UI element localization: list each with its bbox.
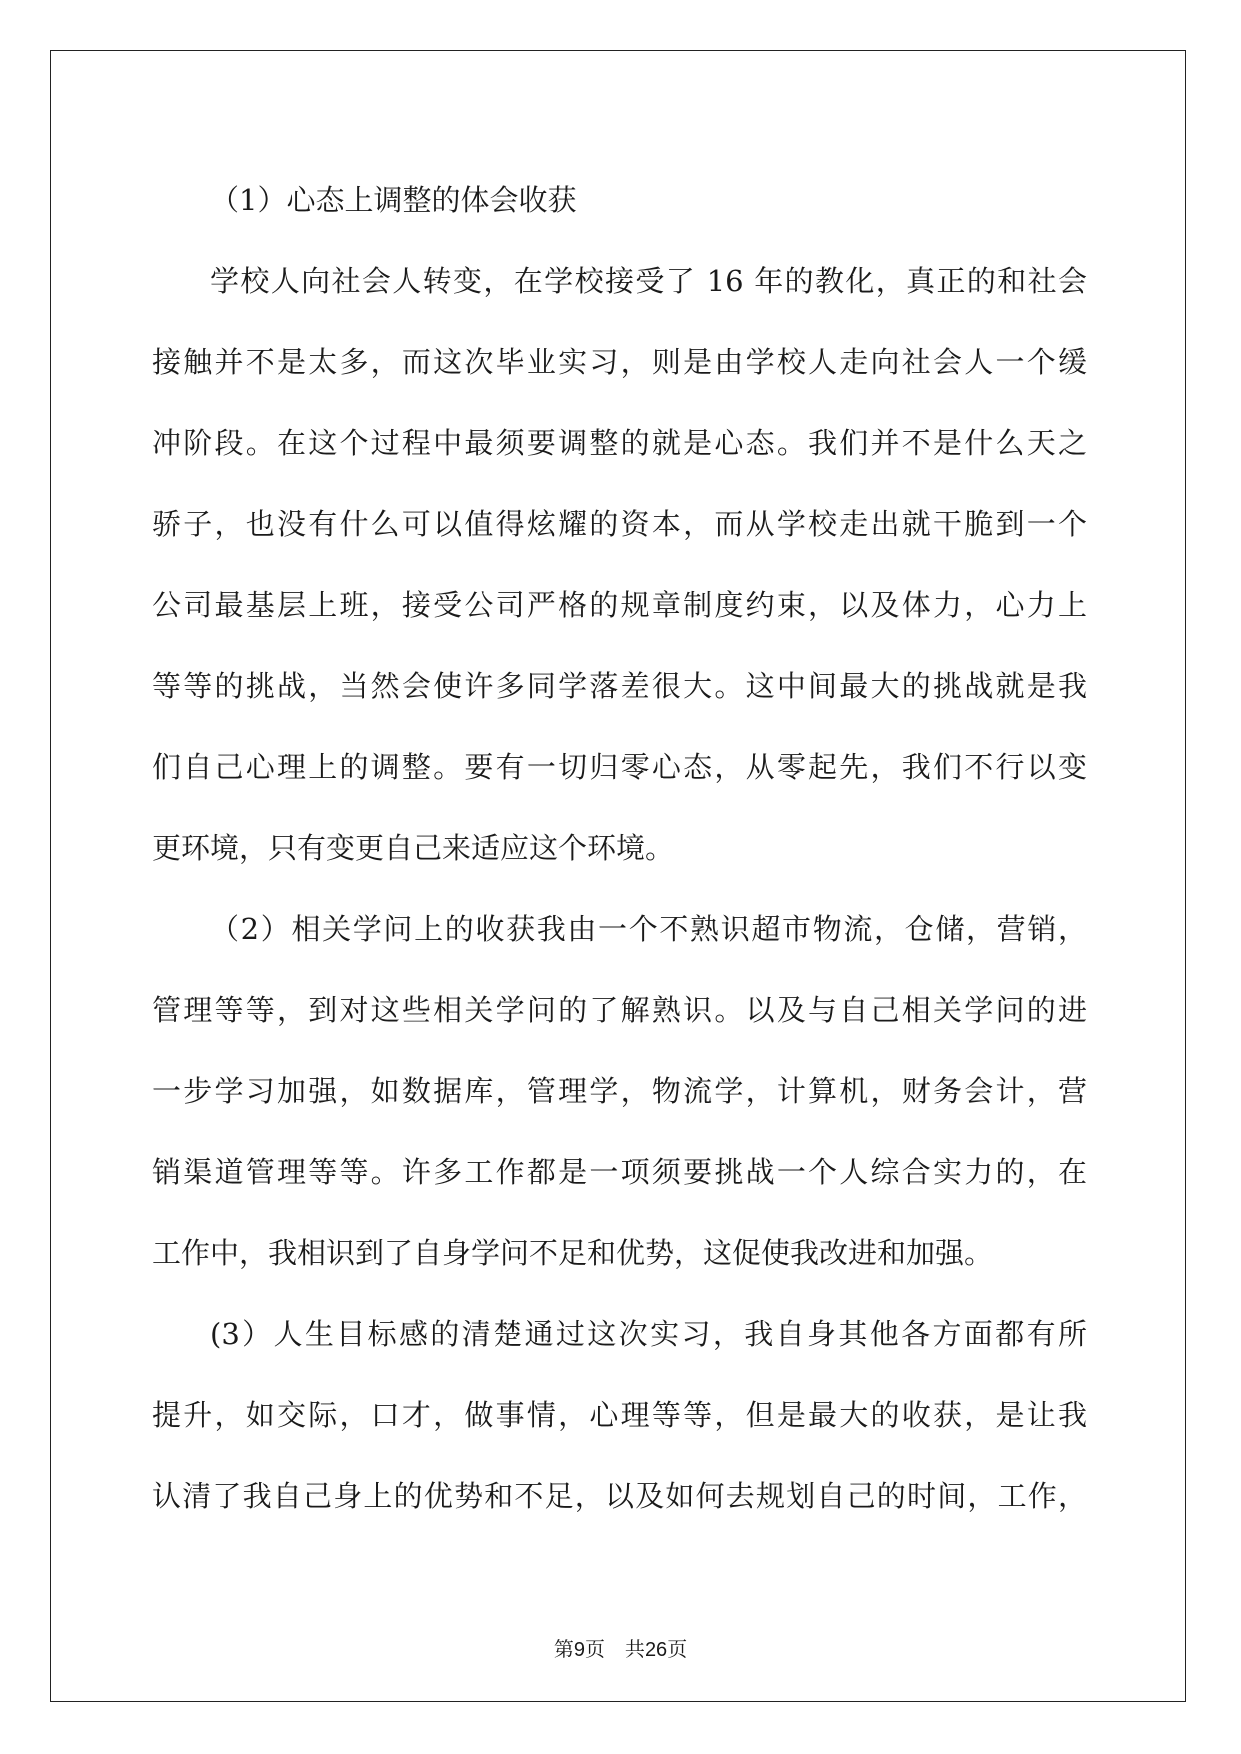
paragraph-line: 一步学习加强，如数据库，管理学，物流学，计算机，财务会计，营 [152,1074,1087,1108]
paragraph-line: 冲阶段。在这个过程中最须要调整的就是心态。我们并不是什么天之 [152,426,1087,460]
paragraph-2 [152,889,1087,1294]
paragraph-line: （2）相关学问上的收获我由一个不熟识超市物流，仓储，营销， [210,912,1087,946]
paragraph-line: 公司最基层上班，接受公司严格的规章制度约束，以及体力，心力上 [152,588,1087,622]
page-mid: 页 共 [584,1637,645,1661]
section-heading-1: （1）心态上调整的体会收获 [210,183,577,217]
page-suffix: 页 [667,1637,688,1661]
paragraph-line: 更环境，只有变更自己来适应这个环境。 [152,831,675,865]
page-current-number: 9 [573,1639,585,1661]
paragraph-line: 学校人向社会人转变，在学校接受了 16 年的教化，真正的和社会 [210,264,1087,298]
paragraph-line: 等等的挑战，当然会使许多同学落差很大。这中间最大的挑战就是我 [152,669,1087,703]
paragraph-3 [152,1294,1087,1537]
paragraph-line: 工作中，我相识到了自身学问不足和优势，这促使我改进和加强。 [152,1236,994,1270]
page-prefix: 第 [553,1637,574,1661]
paragraph-1 [152,241,1087,889]
paragraph-line: 们自己心理上的调整。要有一切归零心态，从零起先，我们不行以变 [152,750,1087,784]
paragraph-line: 认清了我自己身上的优势和不足，以及如何去规划自己的时间，工作， [152,1479,1087,1513]
paragraph-line: 提升，如交际，口才，做事情，心理等等，但是最大的收获，是让我 [152,1398,1087,1432]
page-total-number: 26 [644,1639,668,1661]
page-footer [0,1633,1241,1662]
paragraph-line: 销渠道管理等等。许多工作都是一项须要挑战一个人综合实力的，在 [152,1155,1087,1189]
paragraph-line: 骄子，也没有什么可以值得炫耀的资本，而从学校走出就干脆到一个 [152,507,1087,541]
paragraph-line: 接触并不是太多，而这次毕业实习，则是由学校人走向社会人一个缓 [152,345,1087,379]
paragraph-line: 管理等等，到对这些相关学问的了解熟识。以及与自己相关学问的进 [152,993,1087,1027]
document-body [152,160,1087,1537]
paragraph-line: (3）人生目标感的清楚通过这次实习，我自身其他各方面都有所 [210,1317,1087,1351]
